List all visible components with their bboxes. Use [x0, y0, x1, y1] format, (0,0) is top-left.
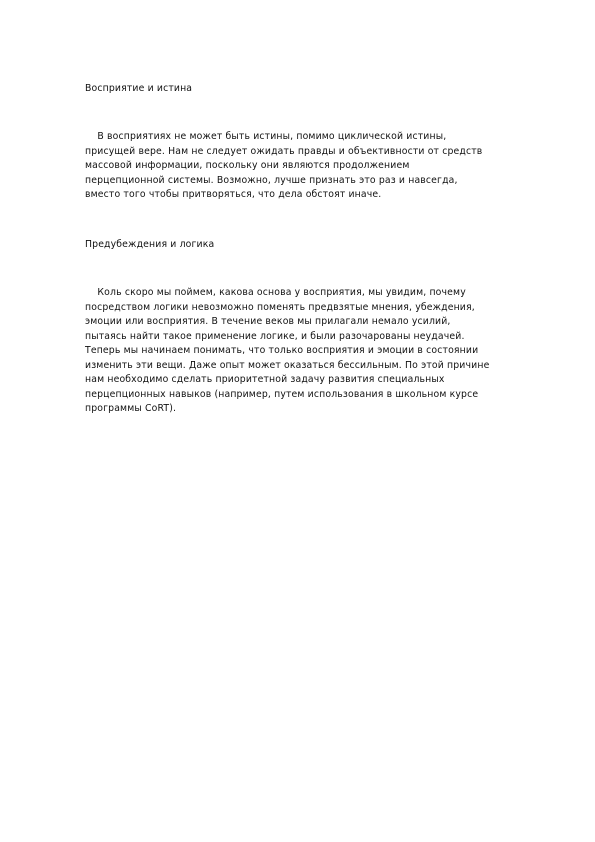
paragraph-line: посредством логики невозможно поменять предвзятые мнения, убеждения, — [85, 301, 475, 313]
section-paragraph-perception-truth — [85, 130, 555, 203]
paragraph-line: пытаясь найти такое применение логике, и были разочарованы неудачей. — [85, 330, 465, 342]
paragraph-line: изменить эти вещи. Даже опыт может оказаться бессильным. По этой причине — [85, 359, 490, 371]
paragraph-line: вместо того чтобы притворяться, что дела обстоят иначе. — [85, 189, 382, 200]
paragraph-line: перцепционных навыков (например, путем использования в школьном курсе — [85, 388, 479, 400]
paragraph-line: присущей вере. Нам не следует ожидать правды и объективности от средств — [85, 145, 483, 157]
paragraph-line: Коль скоро мы поймем, какова основа у восприятия, мы увидим, почему — [85, 287, 466, 298]
paragraph-line: нам необходимо сделать приоритетной задачу развития специальных — [85, 374, 445, 385]
section-heading-prejudice-logic: Предубеждения и логика — [85, 239, 215, 250]
section-paragraph-prejudice-logic — [85, 286, 555, 417]
paragraph-line: эмоции или восприятия. В течение веков мы прилагали немало усилий, — [85, 316, 451, 327]
paragraph-line: массовой информации, поскольку они являются продолжением — [85, 160, 410, 171]
paragraph-line: Теперь мы начинаем понимать, что только восприятия и эмоции в состоянии — [85, 345, 479, 356]
paragraph-line: В восприятиях не может быть истины, помимо циклической истины, — [85, 131, 447, 142]
paragraph-line: программы CoRT). — [85, 403, 177, 414]
section-heading-perception-truth: Восприятие и истина — [85, 83, 193, 94]
paragraph-line: перцепционной системы. Возможно, лучше признать это раз и навсегда, — [85, 174, 458, 186]
